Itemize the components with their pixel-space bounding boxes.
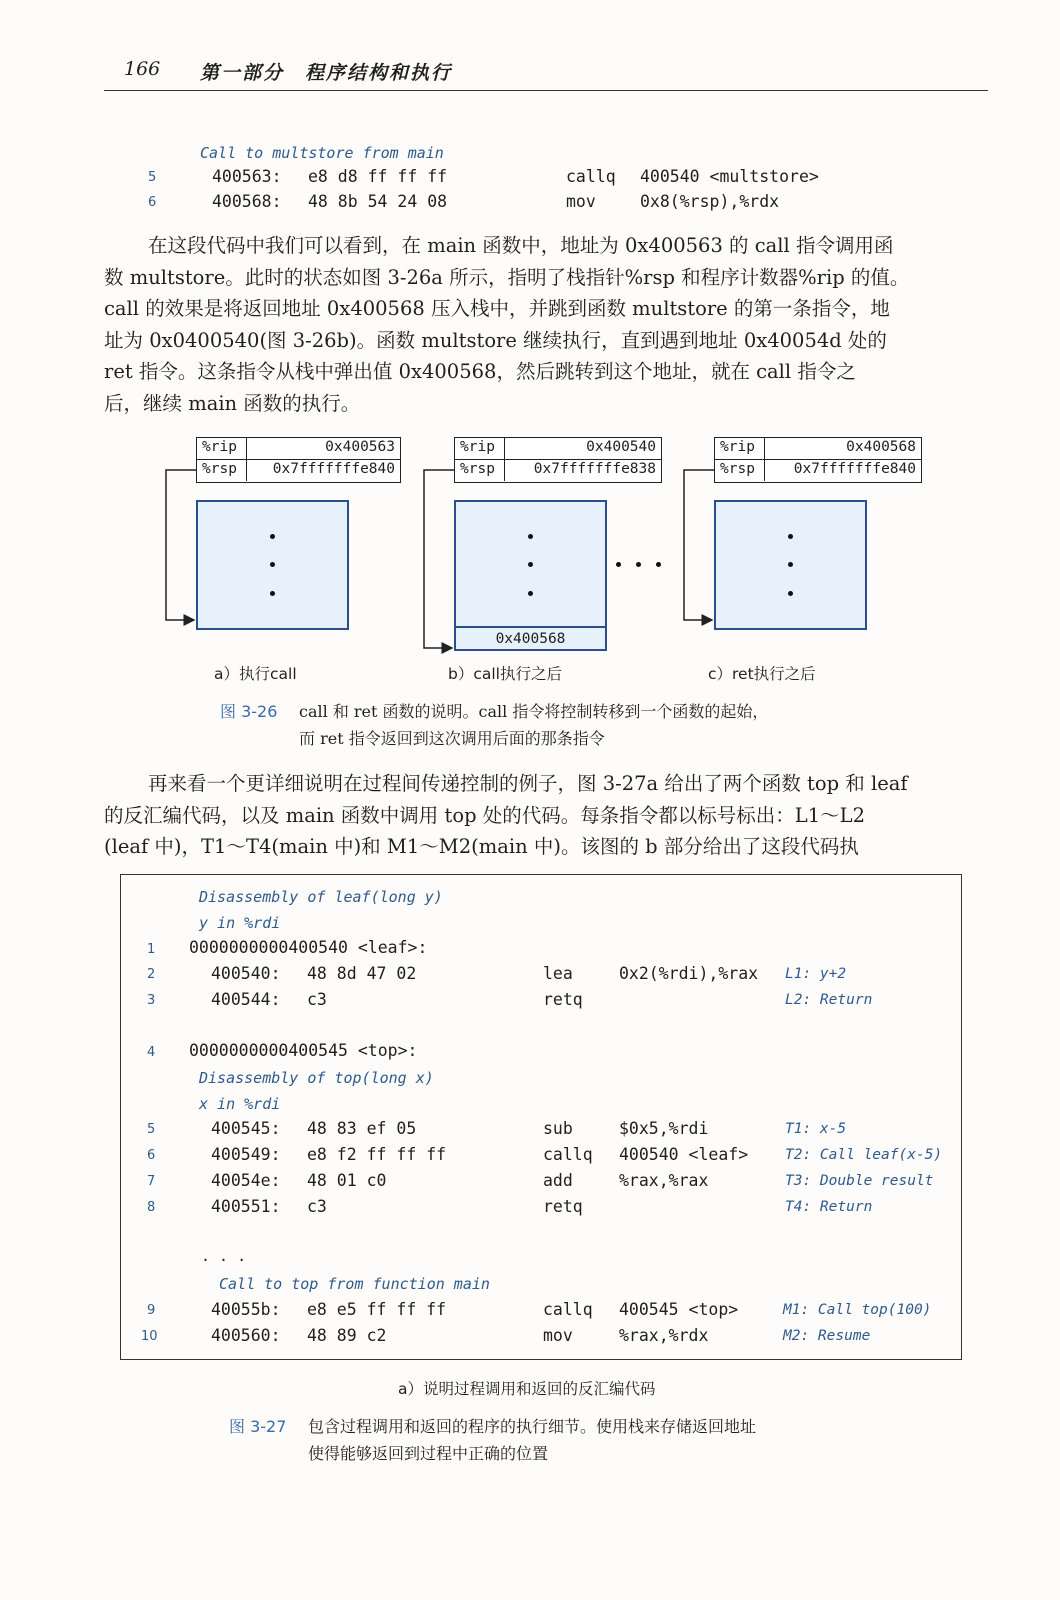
figure-number: 图 3-27 [229, 1417, 287, 1436]
caption-line: 而 ret 指令返回到这次调用后面的那条指令 [299, 729, 605, 748]
stack-frame [196, 500, 349, 630]
code-line [121, 1145, 961, 1171]
code-annotation: L2: Return [785, 992, 873, 1008]
code-label: 0000000000400545 <top>: [189, 1041, 418, 1060]
code-op: retq [543, 1197, 583, 1216]
code-op: callq [566, 167, 616, 186]
code-op: retq [543, 990, 583, 1009]
code-annotation: T2: Call leaf(x-5) [785, 1147, 943, 1163]
caption-line: 使得能够返回到过程中正确的位置 [308, 1444, 549, 1463]
code-listing-box [120, 874, 962, 1360]
paragraph-line: 数 multstore。此时的状态如图 3-26a 所示，指明了栈指针%rsp 和程序计数器%rip 的值。 [104, 265, 910, 289]
code-annotation: M2: Resume [783, 1328, 871, 1344]
paragraph-line: 后，继续 main 函数的执行。 [104, 391, 361, 415]
ellipsis-dots [616, 562, 662, 568]
ellipsis-dot [270, 591, 275, 596]
code-line [140, 167, 900, 193]
code-line [121, 1171, 961, 1197]
rip-label: %rip [720, 439, 755, 455]
line-number: 10 [141, 1329, 158, 1344]
line-number: 7 [147, 1174, 156, 1189]
paragraph-line: ret 指令。这条指令从栈中弹出值 0x400568，然后跳转到这个地址，就在 call 指令之 [104, 360, 856, 383]
code-ellipsis: . . . [201, 1247, 247, 1265]
code-op: mov [566, 192, 596, 211]
ellipsis-dot [528, 591, 533, 596]
code-bytes: 48 89 c2 [307, 1326, 387, 1345]
line-number: 2 [147, 967, 156, 982]
ellipsis-dot [270, 562, 275, 567]
stack-frame [714, 500, 867, 630]
code-bytes: 48 8d 47 02 [307, 964, 417, 983]
ellipsis-dot [788, 562, 793, 567]
code-args: %rax,%rdx [619, 1326, 709, 1345]
code-address: 400540: [211, 964, 281, 983]
code-address: 400551: [211, 1197, 281, 1216]
rsp-value: 0x7fffffffe838 [533, 461, 656, 477]
register-box [196, 437, 401, 483]
code-bytes: 48 01 c0 [307, 1171, 387, 1190]
ellipsis-dot [788, 534, 793, 539]
code-op: add [543, 1171, 573, 1190]
paragraph-line: 在这段代码中我们可以看到，在 main 函数中，地址为 0x400563 的 call 指令调用函 [148, 234, 894, 257]
page-number: 166 [124, 58, 161, 80]
code-address: 40054e: [211, 1171, 281, 1190]
line-number: 5 [147, 1122, 156, 1137]
code-label: 0000000000400540 <leaf>: [189, 938, 428, 957]
code-args: 400540 <leaf> [619, 1145, 749, 1164]
body-paragraph [104, 768, 988, 863]
stack-frame [454, 500, 607, 651]
ellipsis-dot [270, 534, 275, 539]
line-number: 5 [148, 170, 157, 185]
code-line [140, 192, 900, 218]
ellipsis-dot [528, 534, 533, 539]
paragraph-line: 的反汇编代码，以及 main 函数中调用 top 处的代码。每条指令都以标号标出：L1～L2 [104, 803, 865, 827]
rsp-label: %rsp [460, 461, 495, 477]
code-address: 400544: [211, 990, 281, 1009]
figure-caption-number [229, 1413, 286, 1440]
line-number: 6 [147, 1148, 156, 1163]
rsp-value: 0x7fffffffe840 [793, 461, 916, 477]
paragraph-line: 再来看一个更详细说明在过程间传递控制的例子，图 3-27a 给出了两个函数 top 和 leaf [148, 772, 908, 795]
code-bytes: e8 e5 ff ff ff [307, 1300, 447, 1319]
code-annotation: L1: y+2 [785, 966, 847, 982]
figure-caption [308, 1413, 756, 1467]
paragraph-line: (leaf 中)，T1～T4(main 中)和 M1～M2(main 中)。该图的 b 部分给出了这段代码执 [104, 835, 859, 858]
line-number: 4 [147, 1045, 156, 1060]
code-op: sub [543, 1119, 573, 1138]
paragraph-line: 址为 0x0400540(图 3-26b)。函数 multstore 继续执行，直到遇到地址 0x40054d 处的 [104, 328, 887, 352]
code-args: 0x8(%rsp),%rdx [640, 192, 780, 211]
code-args: %rax,%rax [619, 1171, 709, 1190]
figure-caption [299, 698, 768, 752]
code-annotation: T3: Double result [785, 1173, 934, 1189]
code-address: 400549: [211, 1145, 281, 1164]
header-title: 第一部分 程序结构和执行 [200, 62, 453, 84]
code-bytes: 48 8b 54 24 08 [308, 192, 448, 211]
paragraph-line: call 的效果是将返回地址 0x400568 压入栈中，并跳到函数 multstore 的第一条指令，地 [104, 297, 890, 320]
code-bytes: c3 [307, 1197, 327, 1216]
return-address-slot: 0x400568 [456, 626, 605, 651]
ellipsis-dot [528, 562, 533, 567]
code-address: 400545: [211, 1119, 281, 1138]
running-header [104, 50, 988, 91]
rip-value: 0x400563 [325, 439, 395, 455]
code-bytes: c3 [307, 990, 327, 1009]
ellipsis-dot [788, 591, 793, 596]
rsp-label: %rsp [202, 461, 237, 477]
code-annotation: T4: Return [785, 1199, 873, 1215]
code-line [121, 1300, 961, 1326]
code-args: 0x2(%rdi),%rax [619, 964, 759, 983]
subfigure-label: a）执行call [214, 665, 297, 683]
code-comment: Disassembly of top(long x) [199, 1069, 434, 1087]
code-line [121, 1119, 961, 1145]
rip-value: 0x400540 [586, 439, 656, 455]
body-paragraph [104, 230, 988, 419]
code-line [121, 990, 961, 1016]
code-op: mov [543, 1326, 573, 1345]
rip-label: %rip [202, 439, 237, 455]
figure-3-26 [0, 430, 1060, 760]
code-comment: Call to multstore from main [200, 144, 444, 162]
line-number: 3 [147, 993, 156, 1008]
code-annotation: M1: Call top(100) [783, 1302, 932, 1318]
code-args: $0x5,%rdi [619, 1119, 709, 1138]
line-number: 1 [147, 942, 156, 957]
code-args: 400545 <top> [619, 1300, 739, 1319]
rip-label: %rip [460, 439, 495, 455]
code-address: 400560: [211, 1326, 281, 1345]
figure-number: 图 3-26 [220, 702, 278, 721]
code-annotation: T1: x-5 [785, 1121, 847, 1137]
code-bytes: e8 f2 ff ff ff [307, 1145, 447, 1164]
code-bytes: 48 83 ef 05 [307, 1119, 417, 1138]
rip-value: 0x400568 [846, 439, 916, 455]
code-line [121, 1197, 961, 1223]
figure-caption-number [220, 698, 277, 725]
subfigure-label: c）ret执行之后 [708, 665, 816, 683]
code-line [121, 964, 961, 990]
code-line [121, 1326, 961, 1352]
code-args: 400540 <multstore> [640, 167, 819, 186]
caption-line: 包含过程调用和返回的程序的执行细节。使用栈来存储返回地址 [308, 1417, 757, 1436]
line-number: 9 [147, 1303, 156, 1318]
code-bytes: e8 d8 ff ff ff [308, 167, 448, 186]
register-box [454, 437, 662, 483]
code-address: 400568: [212, 192, 282, 211]
code-comment: Disassembly of leaf(long y) [199, 888, 443, 906]
code-op: callq [543, 1145, 593, 1164]
rsp-label: %rsp [720, 461, 755, 477]
subfigure-label: b）call执行之后 [448, 665, 562, 683]
line-number: 6 [148, 195, 157, 210]
caption-line: call 和 ret 函数的说明。call 指令将控制转移到一个函数的起始， [299, 702, 769, 721]
code-comment: Call to top from function main [219, 1275, 490, 1293]
register-box [714, 437, 922, 483]
code-address: 40055b: [211, 1300, 281, 1319]
subfigure-label: a）说明过程调用和返回的反汇编代码 [398, 1380, 656, 1398]
code-op: lea [543, 964, 573, 983]
code-comment: x in %rdi [199, 1095, 281, 1113]
code-comment: y in %rdi [199, 914, 281, 932]
line-number: 8 [147, 1200, 156, 1215]
code-address: 400563: [212, 167, 282, 186]
rsp-value: 0x7fffffffe840 [272, 461, 395, 477]
code-op: callq [543, 1300, 593, 1319]
